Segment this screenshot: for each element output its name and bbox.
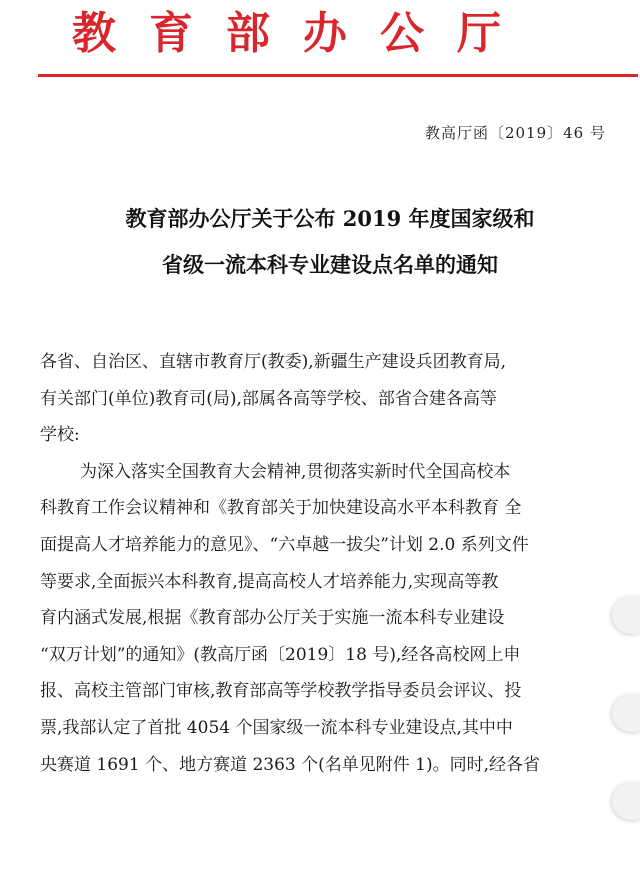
body-line: 面提高人才培养能力的意见》、“六卓越一拔尖”计划 2.0 系列文件 [40, 534, 529, 555]
body-line: 育内涵式发展,根据《教育部办公厅关于实施一流本科专业建设 [40, 608, 505, 629]
document-body [40, 344, 618, 783]
letterhead-rule [38, 74, 638, 77]
document-title-line: 教育部办公厅关于公布 2019 年度国家级和 [125, 206, 535, 231]
body-line: “双万计划”的通知》(教高厅函〔2019〕18 号),经各高校网上申 [40, 644, 521, 665]
body-line: 有关部门(单位)教育司(局),部属各高等学校、部省合建各高等 [40, 388, 497, 409]
document-title-line: 省级一流本科专业建设点名单的通知 [162, 252, 498, 277]
body-line: 央赛道 1691 个、地方赛道 2363 个(名单见附件 1)。同时,经各省 [40, 754, 541, 775]
body-line: 科教育工作会议精神和《教育部关于加快建设高水平本科教育 全 [40, 498, 522, 519]
body-line: 各省、自治区、直辖市教育厅(教委),新疆生产建设兵团教育局, [40, 352, 507, 372]
body-line: 学校: [40, 425, 80, 446]
body-line: 票,我部认定了首批 4054 个国家级一流本科专业建设点,其中中 [40, 717, 513, 738]
side-scroll-handle[interactable] [612, 782, 640, 820]
body-line: 报、高校主管部门审核,教育部高等学校教学指导委员会评议、投 [40, 681, 522, 702]
letterhead [0, 0, 640, 78]
body-line: 为深入落实全国教育大会精神,贯彻落实新时代全国高校本 [80, 461, 511, 482]
body-line: 等要求,全面振兴本科教育,提高高校人才培养能力,实现高等教 [40, 571, 499, 592]
document-number: 教高厅函〔2019〕46 号 [424, 124, 606, 142]
letterhead-title: 教育部办公厅 [72, 8, 534, 59]
document-title [40, 196, 620, 288]
